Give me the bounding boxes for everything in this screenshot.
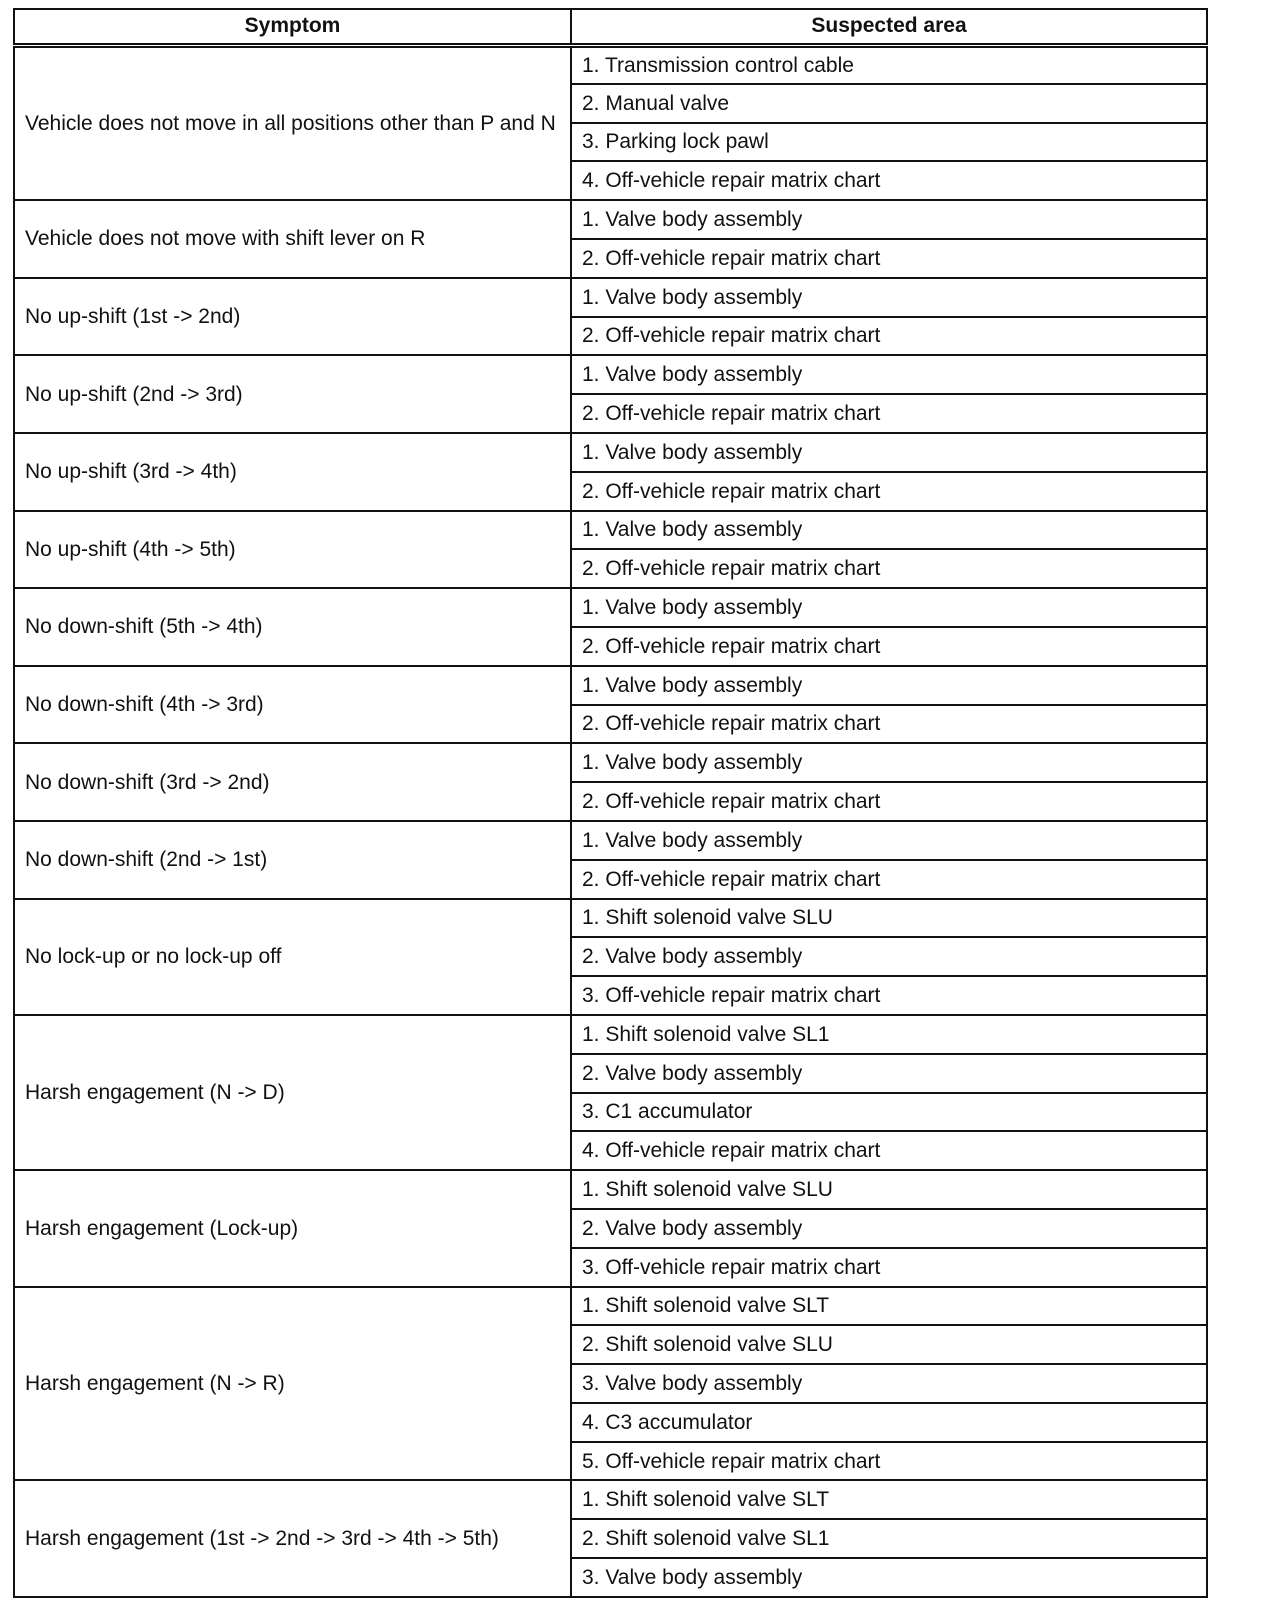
table-header	[14, 9, 1207, 45]
table-body	[14, 45, 1207, 1597]
table-row	[14, 899, 1207, 938]
suspected-area-column-header: Suspected area	[571, 9, 1207, 45]
table-row	[14, 45, 1207, 84]
suspected-area-cell: 1. Shift solenoid valve SLT	[571, 1480, 1207, 1519]
suspected-area-cell: 1. Shift solenoid valve SL1	[571, 1015, 1207, 1054]
suspected-area-cell: 3. Off-vehicle repair matrix chart	[571, 1248, 1207, 1287]
suspected-area-cell: 2. Valve body assembly	[571, 1054, 1207, 1093]
suspected-area-cell: 1. Valve body assembly	[571, 200, 1207, 239]
symptom-cell: Harsh engagement (N -> D)	[14, 1015, 571, 1170]
suspected-area-cell: 2. Valve body assembly	[571, 937, 1207, 976]
suspected-area-cell: 1. Shift solenoid valve SLU	[571, 899, 1207, 938]
symptom-cell: Vehicle does not move in all positions other than P and N	[14, 45, 571, 200]
suspected-area-cell: 3. Valve body assembly	[571, 1558, 1207, 1597]
suspected-area-cell: 3. Parking lock pawl	[571, 123, 1207, 162]
symptom-cell: No down-shift (2nd -> 1st)	[14, 821, 571, 899]
symptom-cell: Harsh engagement (Lock-up)	[14, 1170, 571, 1286]
suspected-area-cell: 1. Valve body assembly	[571, 433, 1207, 472]
suspected-area-cell: 2. Shift solenoid valve SL1	[571, 1519, 1207, 1558]
symptom-cell: No up-shift (2nd -> 3rd)	[14, 355, 571, 433]
symptom-cell: No lock-up or no lock-up off	[14, 899, 571, 1015]
symptom-cell: No down-shift (5th -> 4th)	[14, 588, 571, 666]
suspected-area-cell: 1. Valve body assembly	[571, 355, 1207, 394]
symptom-table	[13, 8, 1208, 1598]
suspected-area-cell: 2. Off-vehicle repair matrix chart	[571, 549, 1207, 588]
table-row	[14, 433, 1207, 472]
symptom-cell: Harsh engagement (N -> R)	[14, 1287, 571, 1481]
table-row	[14, 743, 1207, 782]
suspected-area-cell: 2. Off-vehicle repair matrix chart	[571, 782, 1207, 821]
suspected-area-cell: 2. Off-vehicle repair matrix chart	[571, 394, 1207, 433]
table-row	[14, 666, 1207, 705]
suspected-area-cell: 1. Shift solenoid valve SLT	[571, 1287, 1207, 1326]
suspected-area-cell: 4. C3 accumulator	[571, 1403, 1207, 1442]
suspected-area-cell: 1. Shift solenoid valve SLU	[571, 1170, 1207, 1209]
symptom-cell: No up-shift (1st -> 2nd)	[14, 278, 571, 356]
symptom-cell: No up-shift (3rd -> 4th)	[14, 433, 571, 511]
suspected-area-cell: 1. Valve body assembly	[571, 511, 1207, 550]
suspected-area-cell: 2. Off-vehicle repair matrix chart	[571, 705, 1207, 744]
suspected-area-cell: 3. Valve body assembly	[571, 1364, 1207, 1403]
symptom-column-header: Symptom	[14, 9, 571, 45]
table-row	[14, 511, 1207, 550]
suspected-area-cell: 1. Valve body assembly	[571, 588, 1207, 627]
suspected-area-cell: 2. Off-vehicle repair matrix chart	[571, 472, 1207, 511]
table-row	[14, 1480, 1207, 1519]
table-row	[14, 1287, 1207, 1326]
table-row	[14, 821, 1207, 860]
table-row	[14, 1015, 1207, 1054]
suspected-area-cell: 3. C1 accumulator	[571, 1093, 1207, 1132]
suspected-area-cell: 3. Off-vehicle repair matrix chart	[571, 976, 1207, 1015]
suspected-area-cell: 1. Transmission control cable	[571, 45, 1207, 84]
suspected-area-cell: 2. Off-vehicle repair matrix chart	[571, 239, 1207, 278]
suspected-area-cell: 5. Off-vehicle repair matrix chart	[571, 1442, 1207, 1481]
symptom-cell: Harsh engagement (1st -> 2nd -> 3rd -> 4th -> 5th)	[14, 1480, 571, 1596]
table-row	[14, 588, 1207, 627]
table-row	[14, 278, 1207, 317]
table-row	[14, 355, 1207, 394]
symptom-cell: No down-shift (3rd -> 2nd)	[14, 743, 571, 821]
suspected-area-cell: 2. Shift solenoid valve SLU	[571, 1325, 1207, 1364]
suspected-area-cell: 2. Off-vehicle repair matrix chart	[571, 317, 1207, 356]
suspected-area-cell: 4. Off-vehicle repair matrix chart	[571, 1131, 1207, 1170]
symptom-cell: No down-shift (4th -> 3rd)	[14, 666, 571, 744]
suspected-area-cell: 2. Off-vehicle repair matrix chart	[571, 627, 1207, 666]
header-row	[14, 9, 1207, 45]
suspected-area-cell: 2. Manual valve	[571, 84, 1207, 123]
suspected-area-cell: 2. Valve body assembly	[571, 1209, 1207, 1248]
suspected-area-cell: 2. Off-vehicle repair matrix chart	[571, 860, 1207, 899]
symptom-cell: No up-shift (4th -> 5th)	[14, 511, 571, 589]
suspected-area-cell: 1. Valve body assembly	[571, 743, 1207, 782]
table-row	[14, 1170, 1207, 1209]
table-row	[14, 200, 1207, 239]
suspected-area-cell: 1. Valve body assembly	[571, 278, 1207, 317]
symptom-cell: Vehicle does not move with shift lever on R	[14, 200, 571, 278]
suspected-area-cell: 1. Valve body assembly	[571, 821, 1207, 860]
suspected-area-cell: 1. Valve body assembly	[571, 666, 1207, 705]
suspected-area-cell: 4. Off-vehicle repair matrix chart	[571, 161, 1207, 200]
